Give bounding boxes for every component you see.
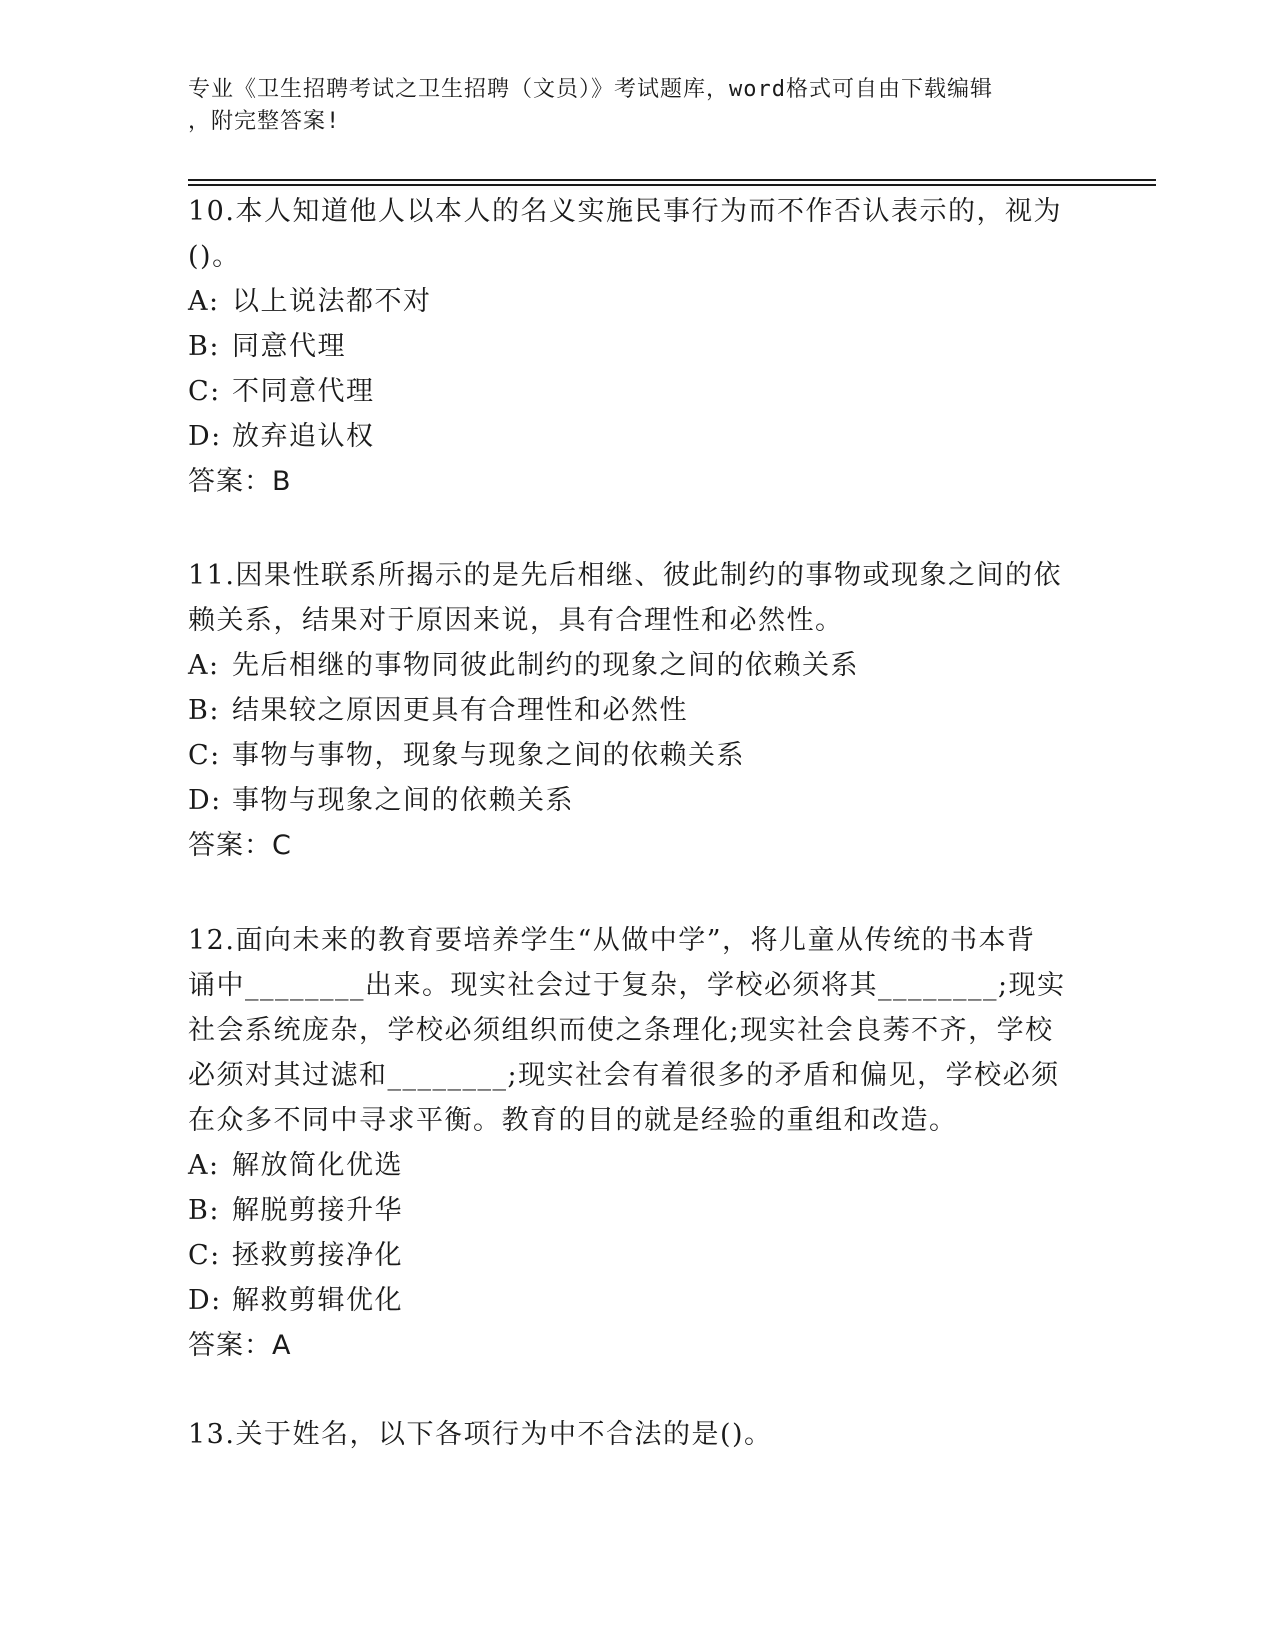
option-letter: B: [188,331,220,362]
option-letter: C: [188,740,221,771]
option-text: 拯救剪接净化 [232,1240,403,1271]
question-stem-line: 10.本人知道他人以本人的名义实施民事行为而不作否认表示的，视为 [188,196,1062,227]
option-text: 先后相继的事物同彼此制约的现象之间的依赖关系 [232,650,859,681]
question-stem-line: 13.关于姓名，以下各项行为中不合法的是()。 [188,1419,773,1450]
answer-line: 答案：A [188,1330,292,1361]
option-text: 解救剪辑优化 [232,1285,403,1316]
question-11 [188,553,1078,868]
option-text: 放弃追认权 [232,421,375,452]
option-text: 以上说法都不对 [232,286,432,317]
option-letter: D: [188,1285,222,1316]
question-stem-line: 诵中________出来。现实社会过于复杂，学校必须将其________;现实 [188,970,1066,1001]
question-stem-line: 社会系统庞杂，学校必须组织而使之条理化;现实社会良莠不齐，学校 [188,1015,1054,1046]
option-d [188,778,1078,823]
option-c [188,369,1078,414]
option-text: 同意代理 [232,331,346,362]
question-stem-line: 11.因果性联系所揭示的是先后相继、彼此制约的事物或现象之间的依 [188,560,1062,591]
option-c [188,733,1078,778]
question-stem-line: 12.面向未来的教育要培养学生“从做中学”，将儿童从传统的书本背 [188,925,1036,956]
option-d [188,1278,1078,1323]
option-b [188,1188,1078,1233]
option-text: 事物与事物，现象与现象之间的依赖关系 [232,740,745,771]
option-text: 事物与现象之间的依赖关系 [232,785,574,816]
option-letter: B: [188,695,220,726]
question-stem-line: 在众多不同中寻求平衡。教育的目的就是经验的重组和改造。 [188,1105,958,1136]
question-13 [188,1412,1078,1457]
option-letter: A: [188,286,220,317]
option-letter: C: [188,376,221,407]
document-header [188,74,1068,138]
question-stem-line: ()。 [188,241,241,272]
answer-line: 答案：B [188,466,292,497]
header-line-1: 专业《卫生招聘考试之卫生招聘（文员）》考试题库，word格式可自由下载编辑 [188,77,993,102]
option-text: 解脱剪接升华 [232,1195,403,1226]
question-stem-line: 赖关系，结果对于原因来说，具有合理性和必然性。 [188,605,844,636]
question-12 [188,918,1078,1368]
question-stem-line: 必须对其过滤和________;现实社会有着很多的矛盾和偏见，学校必须 [188,1060,1060,1091]
option-b [188,324,1078,369]
option-letter: B: [188,1195,220,1226]
option-a [188,1143,1078,1188]
option-letter: D: [188,785,222,816]
option-letter: A: [188,650,220,681]
option-text: 不同意代理 [232,376,375,407]
option-text: 结果较之原因更具有合理性和必然性 [232,695,688,726]
option-letter: C: [188,1240,221,1271]
option-a [188,643,1078,688]
option-b [188,688,1078,733]
option-a [188,279,1078,324]
option-letter: D: [188,421,222,452]
header-line-2: ，附完整答案! [188,109,341,134]
header-divider-top [188,179,1156,181]
question-10 [188,189,1078,504]
option-c [188,1233,1078,1278]
option-text: 解放简化优选 [232,1150,403,1181]
answer-line: 答案：C [188,830,292,861]
option-d [188,414,1078,459]
option-letter: A: [188,1150,220,1181]
header-divider-bottom [188,184,1156,186]
